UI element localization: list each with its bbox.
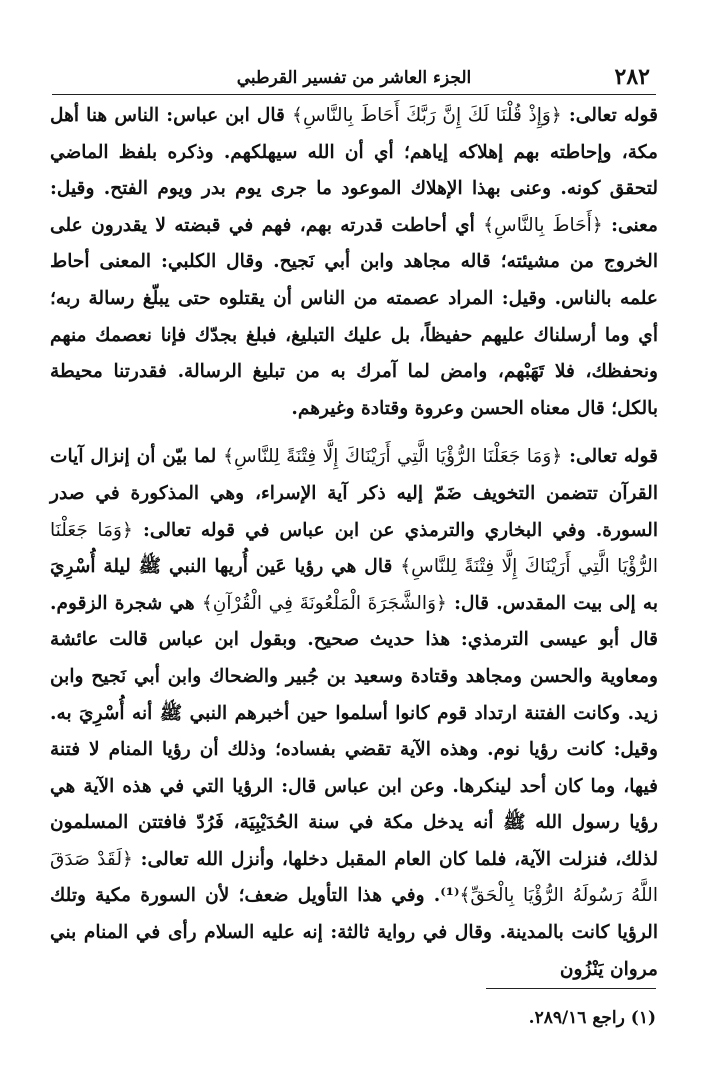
footnote-divider xyxy=(486,988,656,989)
quran-quote: ﴿وَمَا جَعَلْنَا الرُّؤْيَا الَّتِي أَرَيْنَاكَ إِلَّا فِتْنَةً لِلنَّاسِ﴾ xyxy=(223,446,563,468)
quran-quote: ﴿وَمَا جَعَلْنَا الرُّؤْيَا الَّتِي أَرَيْنَاكَ إِلَّا فِتْنَةً لِلنَّاسِ﴾ xyxy=(50,519,658,578)
text-segment: أي أحاطت قدرته بهم، فهم في قبضته لا يقدرون على الخروج من مشيئته؛ قاله مجاهد وابن أبي نَجيح. وقال الكلبي: المعنى أحاط علمه بالناس. وقيل: المراد عصمته من الناس أن يقتلوه حتى يبلّغ رسالة ربه؛ أي وما أرسلناك عليهم حفيظاً، بل عليك التبليغ، فبلغ بجدّك فإنا نعصمك منهم ونحفظك، فلا تَهَبْهم، وامض لما آمرك به من تبليغ الرسالة. فقدرتنا محيطة بالكل؛ قال معناه الحسن وعروة وقتادة وغيرهم. xyxy=(50,214,658,419)
text-segment: قوله تعالى: xyxy=(562,446,658,468)
running-title: الجزء العاشر من تفسير القرطبي xyxy=(236,68,472,88)
text-segment: لما بيّن أن إنزال آيات القرآن تتضمن التخويف ضَمّ إليه ذكر آية الإسراء، وهي المذكورة في صدر السورة. وفي البخاري والترمذي عن ابن عباس في قوله تعالى: xyxy=(50,446,658,541)
paragraph-2 xyxy=(50,439,658,988)
text-segment: قال هي رؤيا عَين أُريها النبي ﷺ ليلة أُسْرِيَ به إلى بيت المقدس. قال: xyxy=(50,556,658,614)
quran-quote: ﴿وَإِذْ قُلْنَا لَكَ إِنَّ رَبَّكَ أَحَاطَ بِالنَّاسِ﴾ xyxy=(292,105,562,126)
text-segment: هي شجرة الزقوم. قال أبو عيسى الترمذي: هذا حديث صحيح. وبقول ابن عباس قالت عائشة ومعاوية والحسن ومجاهد وقتادة وسعيد بن جُبير والضحاك وابن أبي نَجيح وابن زيد. وكانت الفتنة ارتداد قوم كانوا أسلموا حين أخبرهم النبي ﷺ أنه أُسْرِيَ به. وقيل: كانت رؤيا نوم. وهذه الآية تقضي بفساده؛ وذلك أن رؤيا المنام لا فتنة فيها، وما كان أحد لينكرها. وعن ابن عباس قال: الرؤيا التي في هذه الآية هي رؤيا رسول الله ﷺ أنه يدخل مكة في سنة الحُدَيْبِيَة، فَرُدّ فافتتن المسلمون لذلك، فنزلت الآية، فلما كان العام المقبل دخلها، وأنزل الله تعالى: xyxy=(50,592,658,870)
text-segment: ⁽¹⁾. وفي هذا التأويل ضعف؛ لأن السورة مكية وتلك الرؤيا كانت بالمدينة. وقال في رواية ثالثة: إنه عليه السلام رأى في المنام بني مروان يَنْزُون xyxy=(50,885,658,980)
paragraph-1 xyxy=(50,98,658,427)
page-header xyxy=(52,60,656,95)
main-text xyxy=(50,98,658,988)
text-segment: قوله تعالى: xyxy=(561,105,658,126)
footnote: (١) راجع ٢٨٩/١٦. xyxy=(528,1008,656,1028)
quran-quote: ﴿أَحَاطَ بِالنَّاسِ﴾ xyxy=(483,214,603,236)
quran-quote: ﴿لَقَدْ صَدَقَ اللَّهُ رَسُولَهُ الرُّؤْيَا بِالْحَقِّ﴾ xyxy=(50,848,658,907)
page-number: ٢٨٢ xyxy=(614,64,650,90)
quran-quote: ﴿وَالشَّجَرَةَ الْمَلْعُونَةَ فِي الْقُرْآنِ﴾ xyxy=(201,592,447,614)
text-segment: قال ابن عباس: الناس هنا أهل مكة، وإحاطته بهم إهلاكه إياهم؛ أي أن الله سيهلكهم. وذكره بلفظ الماضي لتحقق كونه. وعنى بهذا الإهلاك الموعود ما جرى يوم بدر ويوم الفتح. وقيل: معنى: xyxy=(50,105,658,236)
